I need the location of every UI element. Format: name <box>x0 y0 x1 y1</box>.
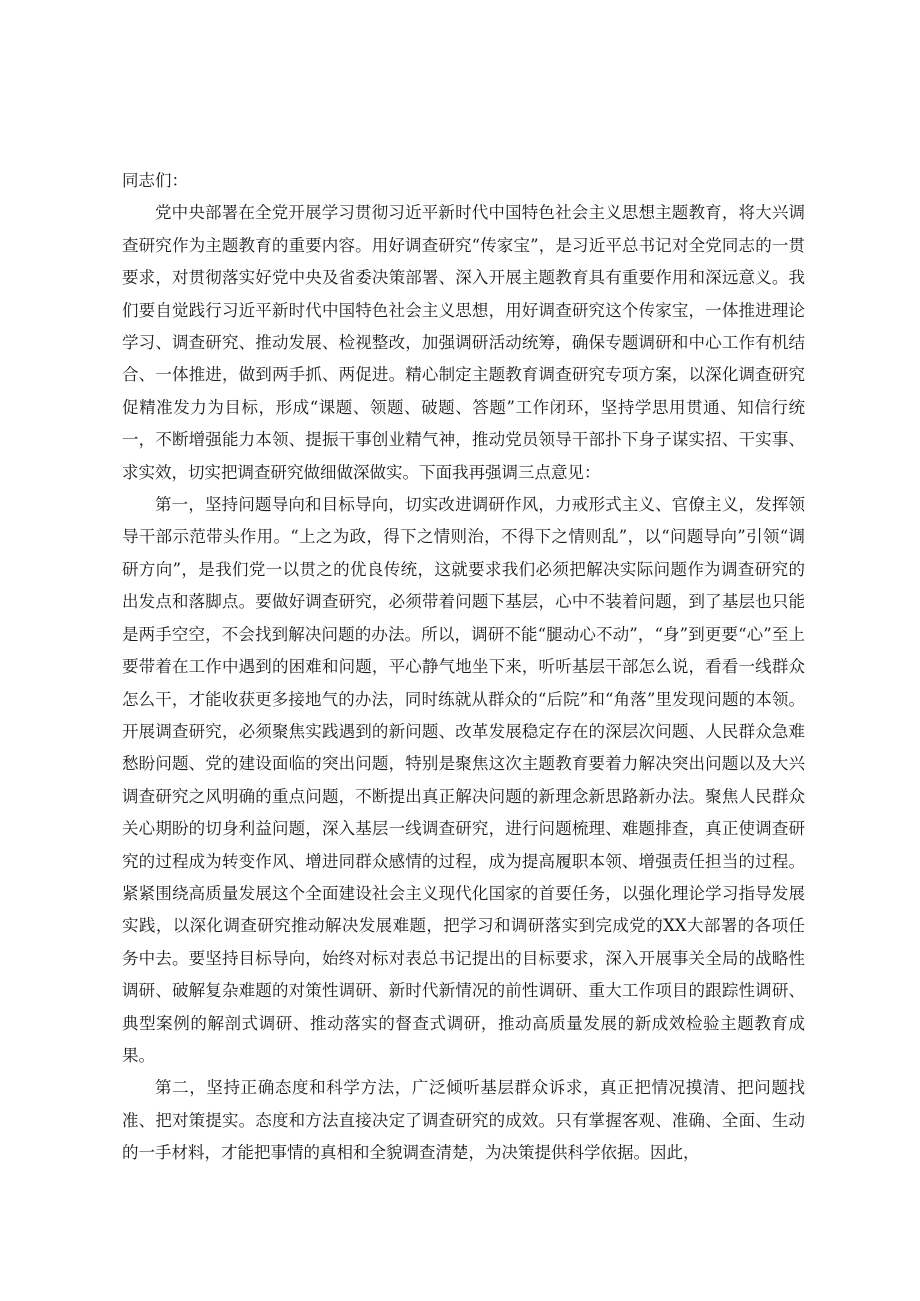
salutation: 同志们： <box>122 171 188 190</box>
paragraph-intro: 党中央部署在全党开展学习贯彻习近平新时代中国特色社会主义思想主题教育，将大兴调查研究作为主题教育的重要内容。用好调查研究“传家宝”，是习近平总书记对全党同志的一贯要求，对贯彻落实好党中央及省委决策部署、深入开展主题教育具有重要作用和深远意义。我们要自觉践行习近平新时代中国特色社会主义思想，用好调查研究这个传家宝，一体推进理论学习、调查研究、推动发展、检视整改，加强调研活动统筹，确保专题调研和中心工作有机结合、一体推进，做到两手抓、两促进。精心制定主题教育调查研究专项方案，以深化调查研究促精准发力为目标，形成“课题、领题、破题、答题”工作闭环，坚持学思用贯通、知信行统一，不断增强能力本领、提振干事创业精气神，推动党员领导干部扑下身子谋实招、干实事、求实效，切实把调查研究做细做深做实。下面我再强调三点意见： <box>122 203 805 482</box>
document-body <box>122 165 805 1170</box>
paragraph-point-two: 第二，坚持正确态度和科学方法，广泛倾听基层群众诉求，真正把情况摸清、把问题找准、把对策提实。态度和方法直接决定了调查研究的成效。只有掌握客观、准确、全面、生动的一手材料，才能把事情的真相和全貌调查清楚，为决策提供科学依据。因此， <box>122 1078 805 1163</box>
paragraph-point-one: 第一，坚持问题导向和目标导向，切实改进调研作风，力戒形式主义、官僚主义，发挥领导干部示范带头作用。“上之为政，得下之情则治，不得下之情则乱”，以“问题导向”引领“调研方向”，是我们党一以贯之的优良传统，这就要求我们必须把解决实际问题作为调查研究的出发点和落脚点。要做好调查研究，必须带着问题下基层，心中不装着问题，到了基层也只能是两手空空，不会找到解决问题的办法。所以，调研不能“腿动心不动”，“身”到更要“心”至上要带着在工作中遇到的困难和问题，平心静气地坐下来，听听基层干部怎么说，看看一线群众怎么干，才能收获更多接地气的办法，同时练就从群众的“后院”和“角落”里发现问题的本领。开展调查研究，必须聚焦实践遇到的新问题、改革发展稳定存在的深层次问题、人民群众急难愁盼问题、党的建设面临的突出问题，特别是聚焦这次主题教育要着力解决突出问题以及大兴调查研究之风明确的重点问题，不断提出真正解决问题的新理念新思路新办法。聚焦人民群众关心期盼的切身利益问题，深入基层一线调查研究，进行问题梳理、难题排查，真正使调查研究的过程成为转变作风、增进同群众感情的过程，成为提高履职本领、增强责任担当的过程。紧紧围绕高质量发展这个全面建设社会主义现代化国家的首要任务，以强化理论学习指导发展实践，以深化调查研究推动解决发展难题，把学习和调研落实到完成党的XX大部署的各项任务中去。要坚持目标导向，始终对标对表总书记提出的目标要求，深入开展事关全局的战略性调研、破解复杂难题的对策性调研、新时代新情况的前性调研、重大工作项目的跟踪性调研、典型案例的解剖式调研、推动落实的督查式调研，推动高质量发展的新成效检验主题教育成果。 <box>122 495 805 1065</box>
